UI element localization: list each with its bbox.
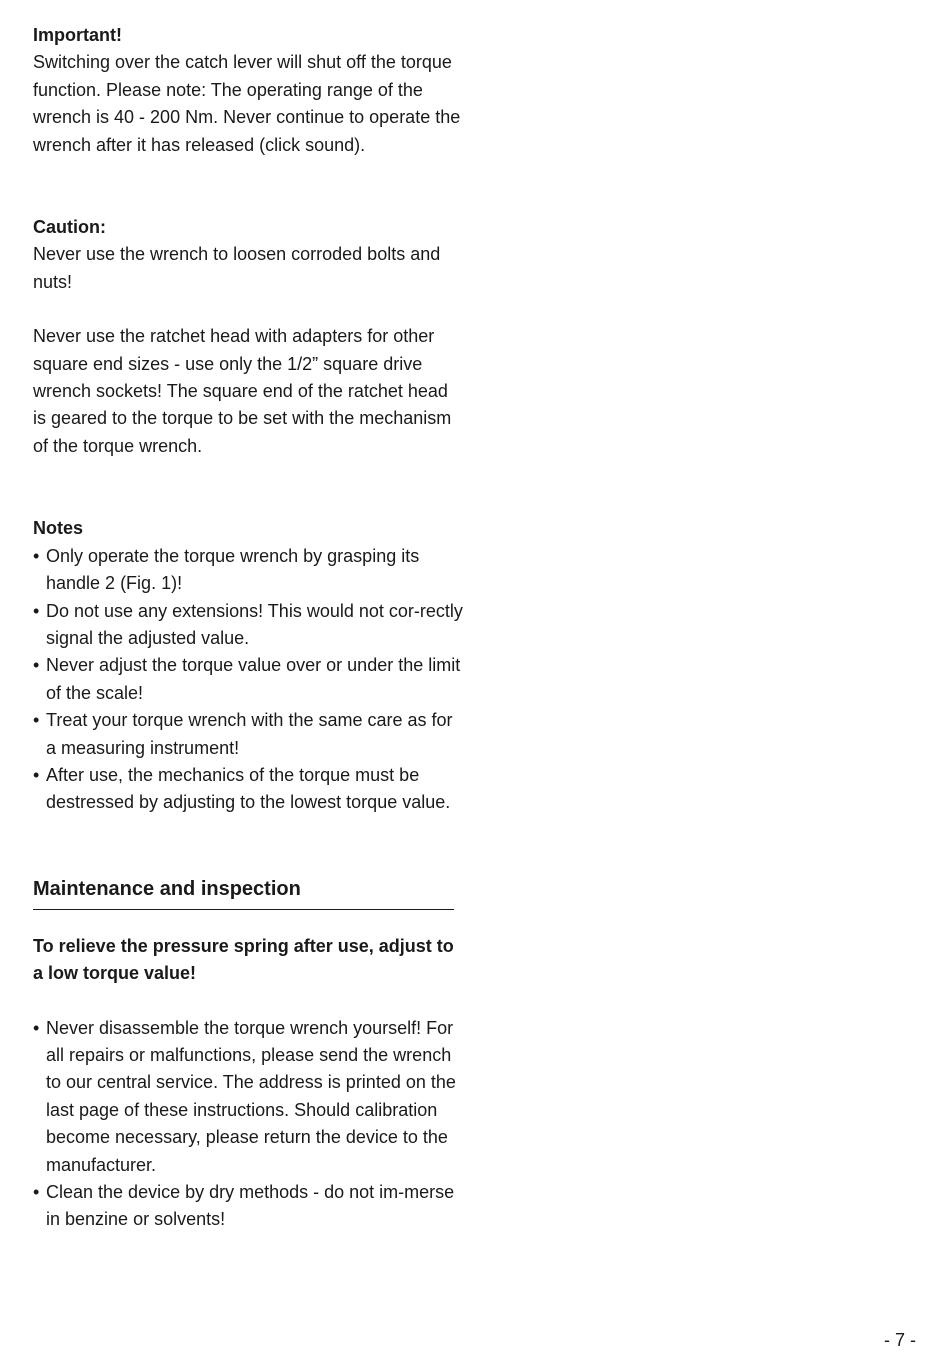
list-item: • Clean the device by dry methods - do not im-merse in benzine or solvents! [33, 1179, 463, 1234]
maintenance-title: Maintenance and inspection [33, 875, 454, 910]
list-item: • Never disassemble the torque wrench yourself! For all repairs or malfunctions, please send the wrench to our central service. The address is printed on the last page of these instructions. Should calibration become necessary, please return the device to the manufacturer. [33, 1015, 463, 1179]
notes-section [33, 515, 463, 816]
notes-heading: Notes [33, 518, 84, 539]
maintenance-section [33, 875, 463, 1234]
list-item: • Only operate the torque wrench by grasping its handle 2 (Fig. 1)! [33, 543, 463, 598]
caution-heading: Caution: [33, 217, 106, 238]
maintenance-list [33, 1015, 463, 1234]
page-number: - 7 - [883, 1330, 916, 1350]
list-item: • Do not use any extensions! This would not cor-rectly signal the adjusted value. [33, 598, 463, 653]
important-text: Switching over the catch lever will shut off the torque function. Please note: The operating range of the wrench is 40 - 200 Nm. Never continue to operate the wrench after it has released (click sound). [33, 52, 461, 155]
notes-list [33, 543, 463, 817]
caution-section [33, 214, 463, 460]
important-section [33, 22, 463, 159]
important-heading: Important! [33, 25, 122, 45]
maintenance-warning: To relieve the pressure spring after use, adjust to a low torque value! [33, 935, 454, 984]
list-item: • After use, the mechanics of the torque must be destressed by adjusting to the lowest torque value. [33, 762, 463, 817]
list-item: • Treat your torque wrench with the same care as for a measuring instrument! [33, 707, 463, 762]
caution-paragraph-ratchet: Never use the ratchet head with adapters for other square end sizes - use only the 1/2” square drive wrench sockets! The square end of the ratchet head is geared to the torque to be set with the mechanism of the torque wrench. [33, 326, 452, 456]
list-item: • Never adjust the torque value over or under the limit of the scale! [33, 652, 463, 707]
content-column [33, 22, 463, 1234]
caution-paragraph-corroded: Never use the wrench to loosen corroded bolts and nuts! [33, 244, 441, 292]
